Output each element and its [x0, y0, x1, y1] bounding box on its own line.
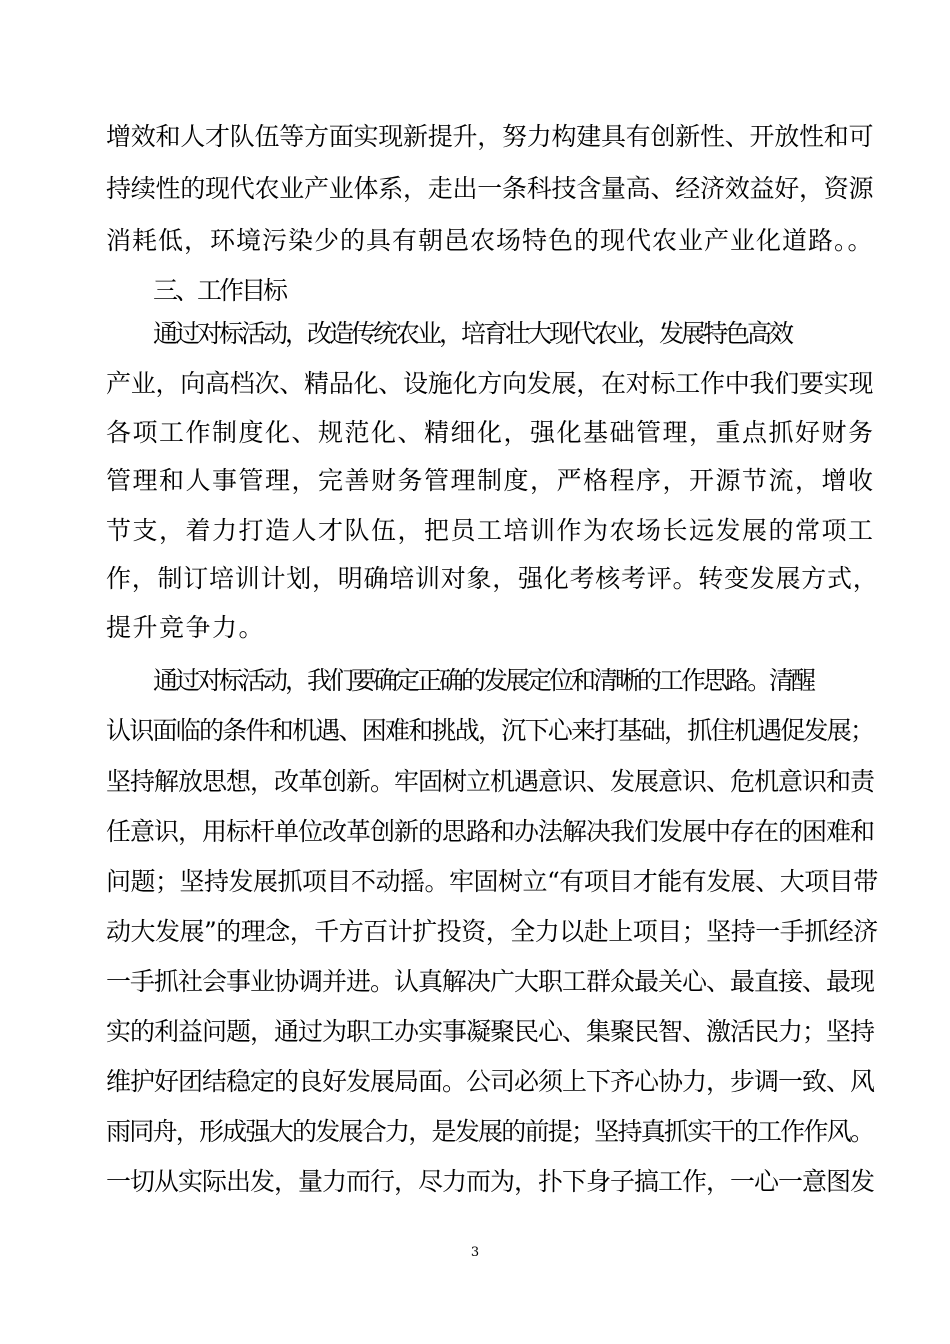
body-text-line: 实的利益问题，通过为职工办实事凝聚民心、集聚民智、激活民力；坚持	[106, 1017, 875, 1046]
body-text-line: 提升竞争力。	[106, 613, 266, 642]
body-text-line: 作，制订培训计划，明确培训对象，强化考核考评。转变发展方式，	[106, 564, 879, 593]
body-text-line: 维护好团结稳定的良好发展局面。公司必须上下齐心协力，步调一致、风	[106, 1067, 875, 1096]
body-text-line: 坚持解放思想，改革创新。牢固树立机遇意识、发展意识、危机意识和责	[106, 767, 875, 796]
body-text-line: 产业，向高档次、精品化、设施化方向发展，在对标工作中我们要实现	[106, 369, 874, 398]
body-text-line: 雨同舟，形成强大的发展合力，是发展的前提；坚持真抓实干的工作作风。	[106, 1117, 874, 1146]
body-text-line: 各项工作制度化、规范化、精细化，强化基础管理，重点抓好财务	[106, 418, 875, 447]
body-text-line: 一手抓社会事业协调并进。认真解决广大职工群众最关心、最直接、最现	[106, 967, 875, 996]
section-heading: 三、工作目标	[153, 276, 286, 305]
body-text-line: 持续性的现代农业产业体系，走出一条科技含量高、经济效益好，资源	[106, 174, 874, 203]
page-number: 3	[470, 1245, 480, 1260]
body-text-line: 节支，着力打造人才队伍，把员工培训作为农场长远发展的常项工	[106, 516, 875, 545]
body-text-line: 一切从实际出发，量力而行，尽力而为，扑下身子搞工作，一心一意图发	[106, 1167, 875, 1196]
body-text-line: 认识面临的条件和机遇、困难和挑战，沉下心来打基础，抓住机遇促发展；	[106, 716, 874, 745]
body-text-line: 消耗低，环境污染少的具有朝邑农场特色的现代农业产业化道路。。	[106, 226, 874, 255]
body-text-line: 增效和人才队伍等方面实现新提升，努力构建具有创新性、开放性和可	[106, 122, 874, 151]
body-text-line: 管理和人事管理，完善财务管理制度，严格程序，开源节流，增收	[106, 466, 875, 495]
body-text-line: 通过对标活动，改造传统农业，培育壮大现代农业，发展特色高效	[153, 319, 792, 348]
body-text-line: 问题；坚持发展抓项目不动摇。牢固树立“有项目才能有发展、大项目带	[106, 867, 878, 896]
body-text-line: 任意识，用标杆单位改革创新的思路和办法解决我们发展中存在的困难和	[106, 817, 875, 846]
body-text-line: 通过对标活动，我们要确定正确的发展定位和清晰的工作思路。清醒	[153, 666, 814, 695]
body-text-line: 动大发展”的理念，千方百计扩投资，全力以赴上项目；坚持一手抓经济	[106, 917, 878, 946]
